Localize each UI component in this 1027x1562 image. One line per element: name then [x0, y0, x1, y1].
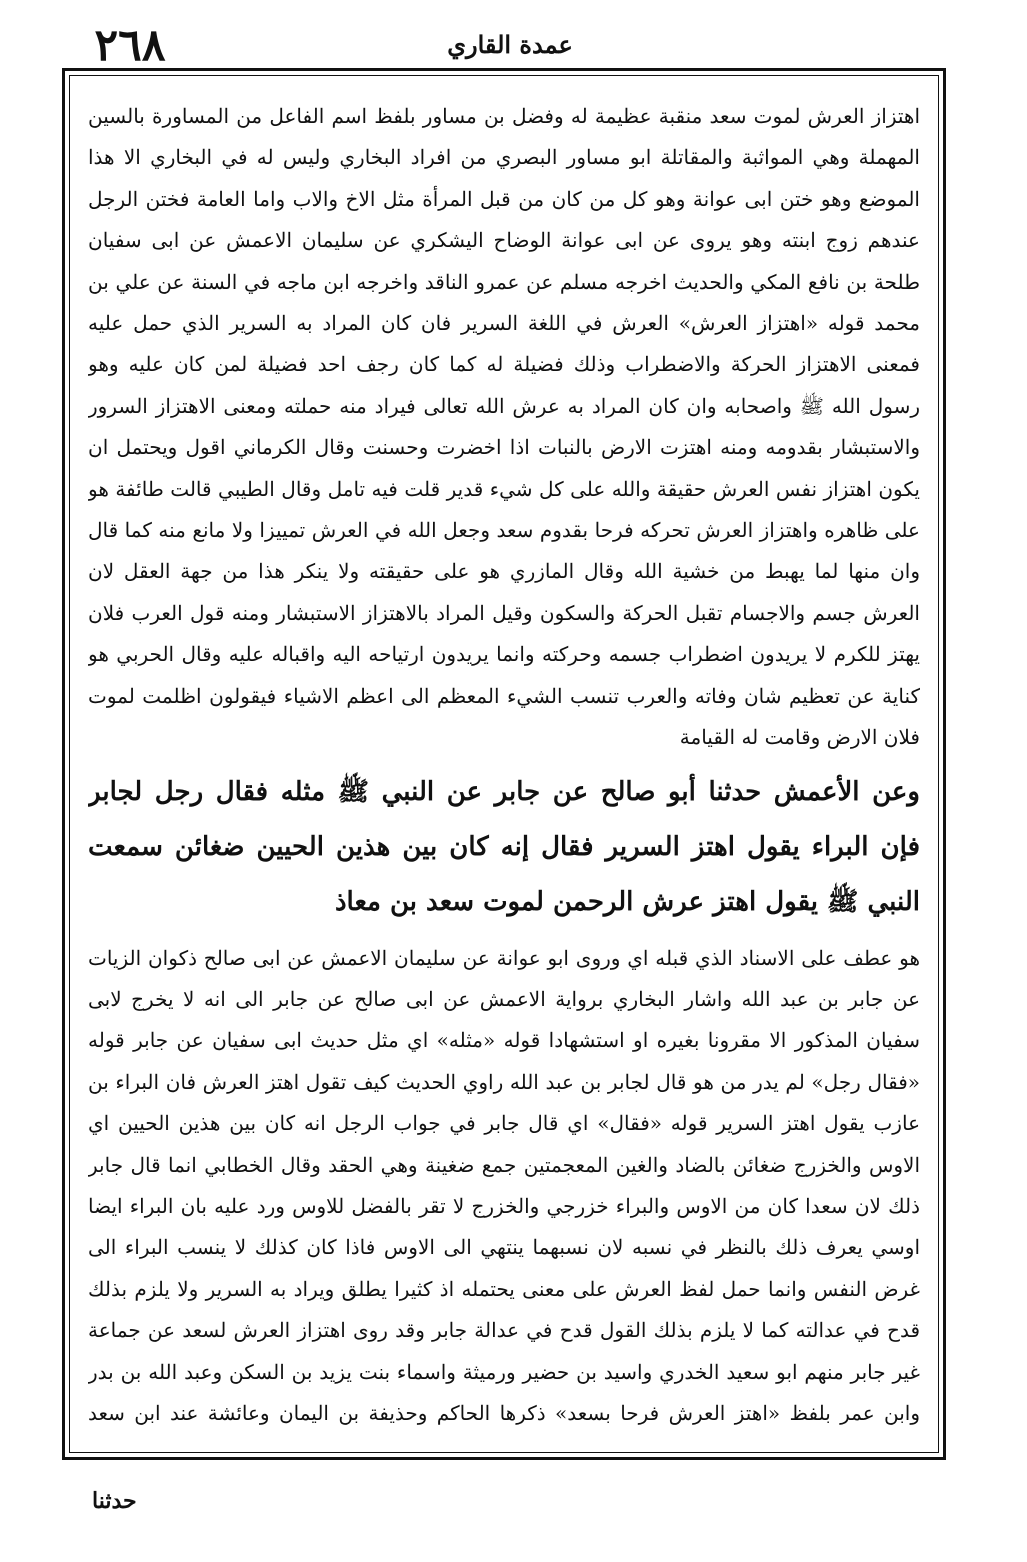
page-frame	[62, 68, 946, 1460]
page-frame-inner	[69, 75, 939, 1453]
commentary-paragraph-2: هو عطف على الاسناد الذي قبله اي وروى ابو عوانة عن سليمان الاعمش عن ابى صالح ذكوان الزيات عن جابر بن عبد الله واشار البخاري برواية الاعمش عن ابى صالح عن جابر الى انه لا يخرج لابى سفيان المذكور الا مقرونا بغيره او استشهادا قوله «مثله» اي مثل حديث ابى سفيان عن جابر قوله «فقال رجل» لم يدر من هو قال لجابر بن عبد الله راوي الحديث كيف تقول اهتز العرش فان البراء بن عازب يقول اهتز السرير قوله «فقال» اي قال جابر في جواب الرجل انه كان بين هذين الحيين اي الاوس والخزرج ضغائن بالضاد والغين المعجمتين جمع ضغينة وهي الحقد وقال الخطابي انما قال جابر ذلك لان سعدا كان من الاوس والبراء خزرجي والخزرج لا تقر بالفضل للاوس ورد عليه بان البراء ايضا اوسي يعرف ذلك بالنظر في نسبه لان نسبهما ينتهي الى الاوس فاذا كان كذلك لا ينسب البراء الى غرض النفس وانما حمل لفظ العرش على معنى يحتمله اذ كثيرا يطلق ويراد به السرير ولا يلزم بذلك قدح في عدالته كما لا يلزم بذلك القول قدح في عدالة جابر وقد روى اهتزاز العرش لسعد عن جماعة غير جابر منهم ابو سعيد الخدري واسيد بن حضير ورميثة واسماء بنت يزيد بن السكن وعبد الله بن بدر وابن عمر بلفظ «اهتز العرش فرحا بسعد» ذكرها الحاكم وحذيفة بن اليمان وعائشة عند ابن سعد	[88, 945, 920, 1425]
running-head: عمدة القاري	[447, 30, 573, 59]
page-number: ٢٦٨	[94, 20, 166, 71]
text-block	[88, 96, 920, 1432]
hadith-text: وعن الأعمش حدثنا أبو صالح عن جابر عن النبي ﷺ مثله فقال رجل لجابر فإن البراء يقول اهتز السرير فقال إنه كان بين هذين الحيين ضغائن سمعت النبي ﷺ يقول اهتز عرش الرحمن لموت سعد بن معاذ	[88, 776, 920, 917]
catchword: حدثنا	[92, 1488, 137, 1514]
commentary-paragraph-1: اهتزاز العرش لموت سعد منقبة عظيمة له وفضل بن مساور بلفظ اسم الفاعل من المساورة بالسين المهملة وهي المواثبة والمقاتلة ابو مساور البصري من افراد البخاري وليس له في البخاري الا هذا الموضع وهو ختن ابى عوانة وهو كل من كان من قبل المرأة مثل الاخ والاب واما العامة فختن الرجل عندهم زوج ابنته وهو يروى عن ابى عوانة الوضاح اليشكري عن سليمان الاعمش عن ابى سفيان طلحة بن نافع المكي والحديث اخرجه مسلم عن عمرو الناقد واخرجه ابن ماجه في السنة عن علي بن محمد قوله «اهتزاز العرش» العرش في اللغة السرير فان كان المراد به السرير الذي حمل عليه فمعنى الاهتزاز الحركة والاضطراب وذلك فضيلة له كما كان رجف احد فضيلة لمن كان عليه وهو رسول الله ﷺ واصحابه وان كان المراد به عرش الله تعالى فيراد منه حملته ومعنى الاهتزاز السرور والاستبشار بقدومه ومنه اهتزت الارض بالنبات اذا اخضرت وحسنت وقال الكرماني اقول ويحتمل ان يكون اهتزاز نفس العرش حقيقة والله على كل شيء قدير قلت فيه تامل وقال الطيبي قالت طائفة هو على ظاهره واهتزاز العرش تحركه فرحا بقدوم سعد وجعل الله في العرش تمييزا ولا مانع منه كما قال وان منها لما يهبط من خشية الله وقال المازري هو على حقيقته ولا ينكر هذا من جهة العقل لان العرش جسم والاجسام تقبل الحركة والسكون وقيل المراد بالاهتزاز الاستبشار ومنه قول العرب فلان يهتز للكرم لا يريدون اضطراب جسمه وحركته وانما يريدون ارتياحه اليه واقباله عليه وقال الحربي هو كناية عن تعظيم شان وفاته والعرب تنسب الشيء المعظم الى اعظم الاشياء فيقولون اظلمت لموت فلان الارض وقامت له القيامة	[88, 104, 920, 750]
